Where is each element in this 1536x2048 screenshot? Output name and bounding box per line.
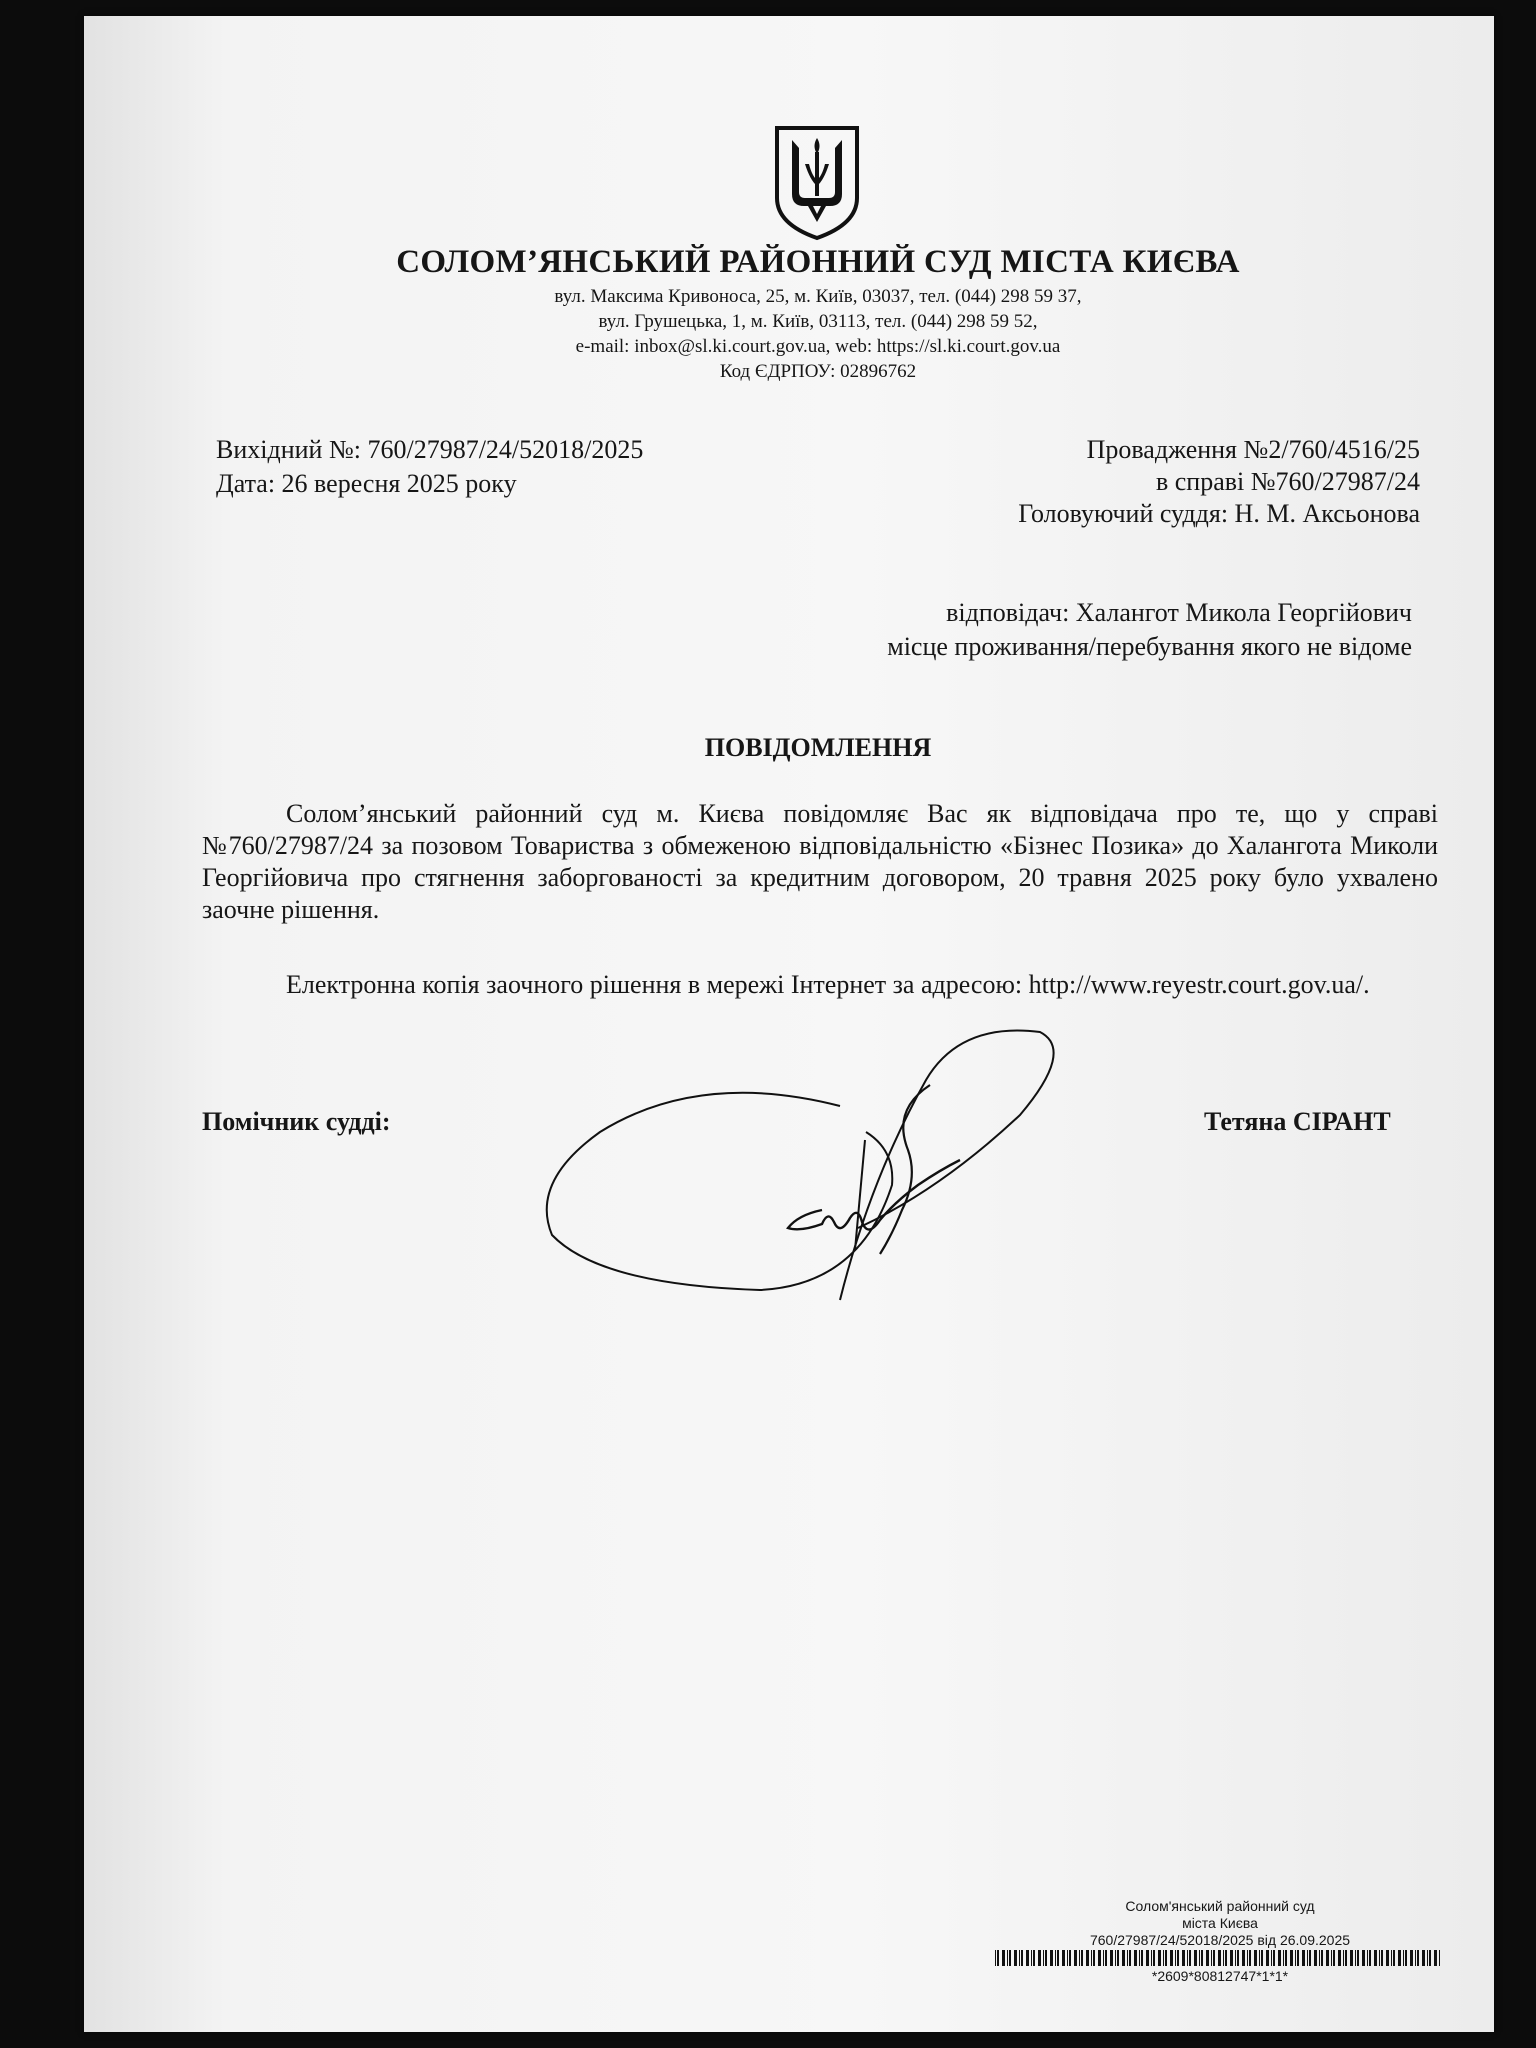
barcode-bar [1314,1950,1317,1966]
barcode-bar [1206,1950,1209,1966]
barcode-bar [995,1950,996,1966]
barcode-bar [1201,1950,1203,1966]
barcode-bar [1297,1950,1299,1966]
barcode-bar [1019,1950,1020,1966]
barcode-number: *2609*80812747*1*1* [1151,1968,1289,1984]
barcode-bar [1333,1950,1335,1966]
barcode-bar [1271,1950,1272,1966]
barcode-bar [1069,1950,1071,1966]
barcode-bar [1026,1950,1029,1966]
barcode-bar [1218,1950,1221,1966]
court-address-1: вул. Максима Кривоноса, 25, м. Київ, 03037, тел. (044) 298 59 37, [554,286,1082,307]
court-address-2: вул. Грушецька, 1, м. Київ, 03113, тел. (044) 298 59 52, [598,311,1038,332]
barcode-bar [1427,1950,1428,1966]
barcode-bar [1158,1950,1161,1966]
barcode-bar [1045,1950,1047,1966]
barcode-bar [1141,1950,1143,1966]
barcode-bar [1278,1950,1281,1966]
barcode-bar [1098,1950,1101,1966]
court-contacts: e-mail: inbox@sl.ki.court.gov.ua, web: https://sl.ki.court.gov.ua [575,336,1061,357]
barcode-bar [1057,1950,1059,1966]
barcode-bar [997,1950,999,1966]
barcode-bar [1321,1950,1323,1966]
barcode-bar [1273,1950,1275,1966]
barcode-bar [1343,1950,1344,1966]
barcode-bar [1247,1950,1248,1966]
barcode-bar [1067,1950,1068,1966]
barcode-bar [1266,1950,1269,1966]
notice-title: ПОВІДОМЛЕННЯ [704,733,932,762]
barcode-bar [1386,1950,1389,1966]
barcode-bar [1055,1950,1056,1966]
barcode-bar [1153,1950,1155,1966]
barcode-bar [1439,1950,1440,1966]
barcode-bar [1115,1950,1116,1966]
barcode-bar [1429,1950,1431,1966]
barcode-bar [1338,1950,1341,1966]
handwritten-signature [540,1010,1060,1310]
barcode-bar [1211,1950,1212,1966]
court-name: СОЛОМ’ЯНСЬКИЙ РАЙОННИЙ СУД МІСТА КИЄВА [396,244,1240,280]
barcode-bar [1105,1950,1107,1966]
notice-paragraph-1: Солом’янський районний суд м. Києва повідомляє Вас як відповідача про те, що у справі №760/27987/24 за позовом Товариства з обмеженою відповідальністю «Бізнес Позика» до Халангота Миколи Георгійовича про стягнення заборгованості за кредитним договором, 20 травня 2025 року було ухвалено заочне рішення. [202,799,1438,924]
barcode-bar [1331,1950,1332,1966]
barcode-bar [1213,1950,1215,1966]
barcode-bar [1357,1950,1359,1966]
barcode-bar [1230,1950,1233,1966]
barcode-bar [1093,1950,1095,1966]
barcode-bar [1393,1950,1395,1966]
barcode-bar [1199,1950,1200,1966]
barcode-bar [1194,1950,1197,1966]
barcode-bar [1187,1950,1188,1966]
barcode-bar [1290,1950,1293,1966]
trident-coat-of-arms-icon [772,124,862,242]
barcode-bar [1043,1950,1044,1966]
barcode-bar [1379,1950,1380,1966]
barcode-bar [1326,1950,1329,1966]
barcode-bar [1007,1950,1008,1966]
barcode-bar [1074,1950,1077,1966]
barcode-bar [1391,1950,1392,1966]
barcode-bar [1283,1950,1284,1966]
barcode-bar [1374,1950,1377,1966]
barcode-bar [1405,1950,1407,1966]
barcode-bar [1139,1950,1140,1966]
recipient-residence: місце проживання/перебування якого не відоме [887,632,1412,661]
barcode-bar [1225,1950,1227,1966]
barcode-bar [1350,1950,1353,1966]
barcode-bar [1050,1950,1053,1966]
barcode-bar [1062,1950,1065,1966]
court-edrpou: Код ЄДРПОУ: 02896762 [719,361,917,382]
barcode-bar [1117,1950,1119,1966]
barcode-bar [1237,1950,1239,1966]
stamp-court-line-1: Солом'янський районний суд [1125,1898,1315,1914]
barcode-bar [1422,1950,1425,1966]
signer-name: Тетяна СІРАНТ [1204,1107,1391,1136]
barcode-bar [1110,1950,1113,1966]
barcode-bar [1014,1950,1017,1966]
barcode-bar [1307,1950,1308,1966]
barcode-bar [1163,1950,1164,1966]
barcode-bar [1021,1950,1023,1966]
barcode-bar [1285,1950,1287,1966]
barcode-bar [1086,1950,1089,1966]
barcode-bar [1134,1950,1137,1966]
barcode-bar [1031,1950,1032,1966]
barcode-bar [1189,1950,1191,1966]
barcode-bar [1079,1950,1080,1966]
barcode-bar [1259,1950,1260,1966]
barcode-bar [1235,1950,1236,1966]
barcode-bar [1002,1950,1005,1966]
registration-stamp [990,1898,1450,1985]
case-number: в справі №760/27987/24 [1155,467,1420,496]
barcode-bar [1146,1950,1149,1966]
presiding-judge: Головуючий суддя: Н. М. Аксьонова [1018,499,1420,528]
barcode-bar [1355,1950,1356,1966]
barcode-bar [1249,1950,1251,1966]
barcode-bar [1362,1950,1365,1966]
barcode-bar [1295,1950,1296,1966]
barcode-bar [1403,1950,1404,1966]
outgoing-date: Дата: 26 вересня 2025 року [216,469,517,498]
barcode-bar [1033,1950,1035,1966]
barcode-bar [1127,1950,1128,1966]
barcode-bar [1417,1950,1419,1966]
barcode-bar [1165,1950,1167,1966]
barcode-bar [1103,1950,1104,1966]
barcode-bar [1367,1950,1368,1966]
barcode-bar [1177,1950,1179,1966]
barcode-bar [1410,1950,1413,1966]
barcode-bar [1175,1950,1176,1966]
barcode-bar [1369,1950,1371,1966]
barcode-bar [1302,1950,1305,1966]
barcode-bar [1309,1950,1311,1966]
barcode-bar [1261,1950,1263,1966]
barcode-bar [1091,1950,1092,1966]
barcode-bar [1381,1950,1383,1966]
barcode-bar [1081,1950,1083,1966]
barcode-bar [1009,1950,1011,1966]
barcode-bar [1434,1950,1437,1966]
proceeding-number: Провадження №2/760/4516/25 [1086,435,1420,464]
barcode-bar [1345,1950,1347,1966]
barcode-bar [1319,1950,1320,1966]
signer-role: Помічник судді: [202,1107,391,1136]
barcode [995,1950,1445,1966]
barcode-bar [1129,1950,1131,1966]
barcode-bar [1398,1950,1401,1966]
stamp-registration: 760/27987/24/52018/2025 від 26.09.2025 [1089,1932,1351,1948]
stamp-court-line-2: міста Києва [1182,1915,1258,1931]
barcode-bar [1182,1950,1185,1966]
barcode-bar [1170,1950,1173,1966]
barcode-bar [1242,1950,1245,1966]
recipient-name: відповідач: Халангот Микола Георгійович [946,598,1412,627]
barcode-bar [1254,1950,1257,1966]
barcode-bar [1223,1950,1224,1966]
barcode-bar [1415,1950,1416,1966]
barcode-bar [1038,1950,1041,1966]
notice-paragraph-2: Електронна копія заочного рішення в мережі Інтернет за адресою: http://www.reyestr.court.gov.ua/. [286,970,1370,999]
barcode-bar [1122,1950,1125,1966]
outgoing-number: Вихідний №: 760/27987/24/52018/2025 [216,435,644,464]
barcode-bar [1151,1950,1152,1966]
